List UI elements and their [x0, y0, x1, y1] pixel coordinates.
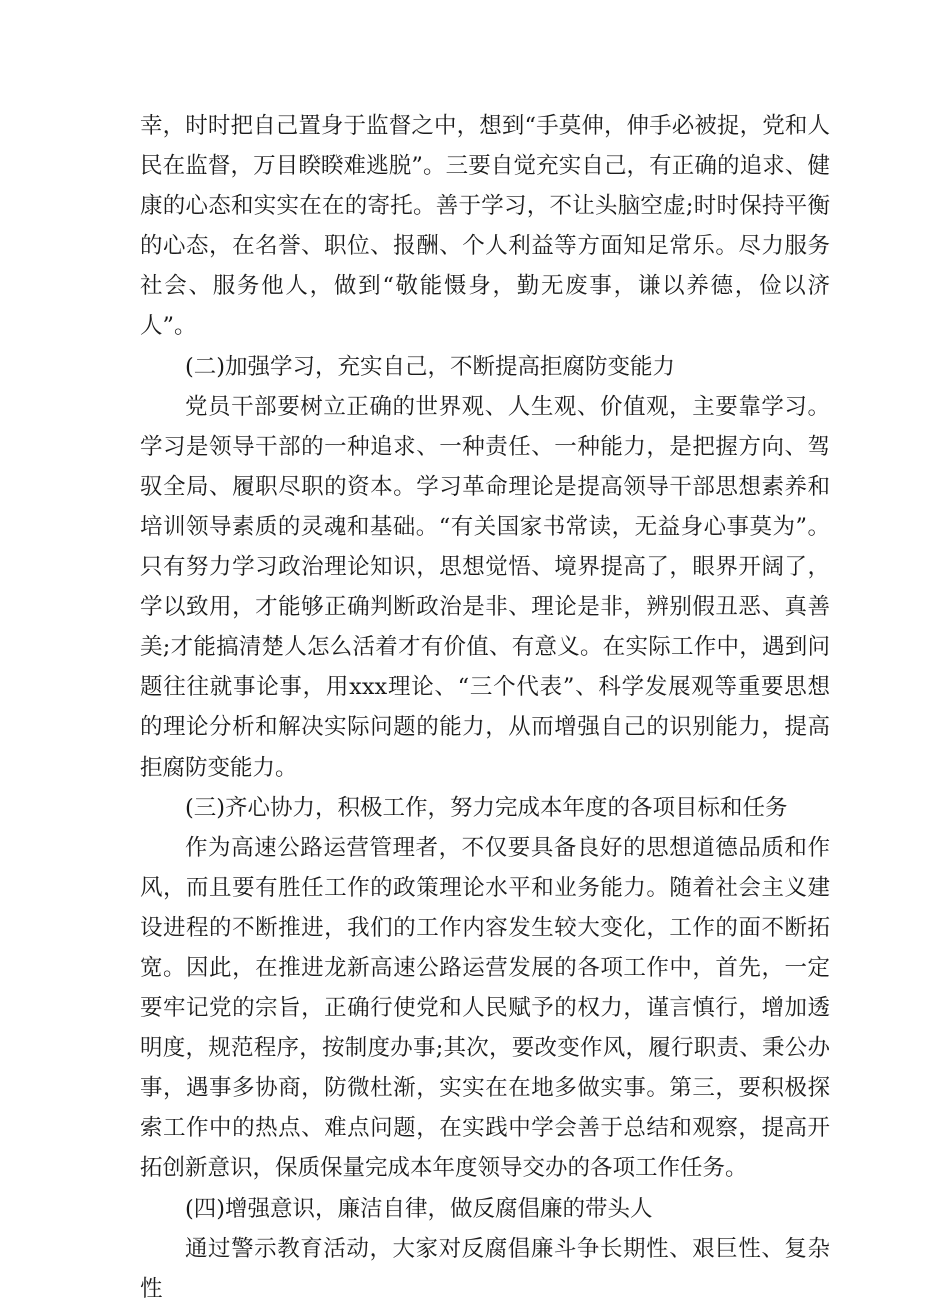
section-heading-3: (三)齐心协力，积极工作，努力完成本年度的各项目标和任务: [185, 794, 788, 821]
paragraph-warning-education: 通过警示教育活动，大家对反腐倡廉斗争长期性、艰巨性、复杂性: [140, 1235, 830, 1302]
paragraph-work: 作为高速公路运营管理者，不仅要具备良好的思想道德品质和作风，而且要有胜任工作的政策理论水平和业务能力。随着社会主义建设进程的不断推进，我们的工作内容发生较大变化，工作的面不断拓宽。因此，在推进龙新高速公路运营发展的各项工作中，首先，一定要牢记党的宗旨，正确行使党和人民赋予的权力，谨言慎行，增加透明度，规范程序，按制度办事;其次，要改变作风，履行职责、秉公办事，遇事多协商，防微杜渐，实实在在地多做实事。第三，要积极探索工作中的热点、难点问题，在实践中学会善于总结和观察，提高开拓创新意识，保质保量完成本年度领导交办的各项工作任务。: [140, 834, 830, 1182]
paragraph-continuation: 幸，时时把自己置身于监督之中，想到“手莫伸，伸手必被捉，党和人民在监督，万目睽睽难逃脱”。三要自觉充实自己，有正确的追求、健康的心态和实实在在的寄托。善于学习，不让头脑空虚;时时保持平衡的心态，在名誉、职位、报酬、个人利益等方面知足常乐。尽力服务社会、服务他人，做到“敬能慑身，勤无废事，谦以养德，俭以济人”。: [140, 113, 830, 340]
section-heading-2: (二)加强学习，充实自己，不断提高拒腐防变能力: [185, 353, 676, 380]
section-heading-4: (四)增强意识，廉洁自律，做反腐倡廉的带头人: [185, 1195, 653, 1222]
paragraph-study: 党员干部要树立正确的世界观、人生观、价值观，主要靠学习。学习是领导干部的一种追求、一种责任、一种能力，是把握方向、驾驭全局、履职尽职的资本。学习革命理论是提高领导干部思想素养和培训领导素质的灵魂和基础。“有关国家书常读，无益身心事莫为”。只有努力学习政治理论知识，思想觉悟、境界提高了，眼界开阔了，学以致用，才能够正确判断政治是非、理论是非，辨别假丑恶、真善美;才能搞清楚人怎么活着才有价值、有意义。在实际工作中，遇到问题往往就事论事，用xxx理论、“三个代表”、科学发展观等重要思想的理论分析和解决实际问题的能力，从而增强自己的识别能力，提高拒腐防变能力。: [140, 393, 830, 781]
document-body: [140, 106, 830, 1309]
